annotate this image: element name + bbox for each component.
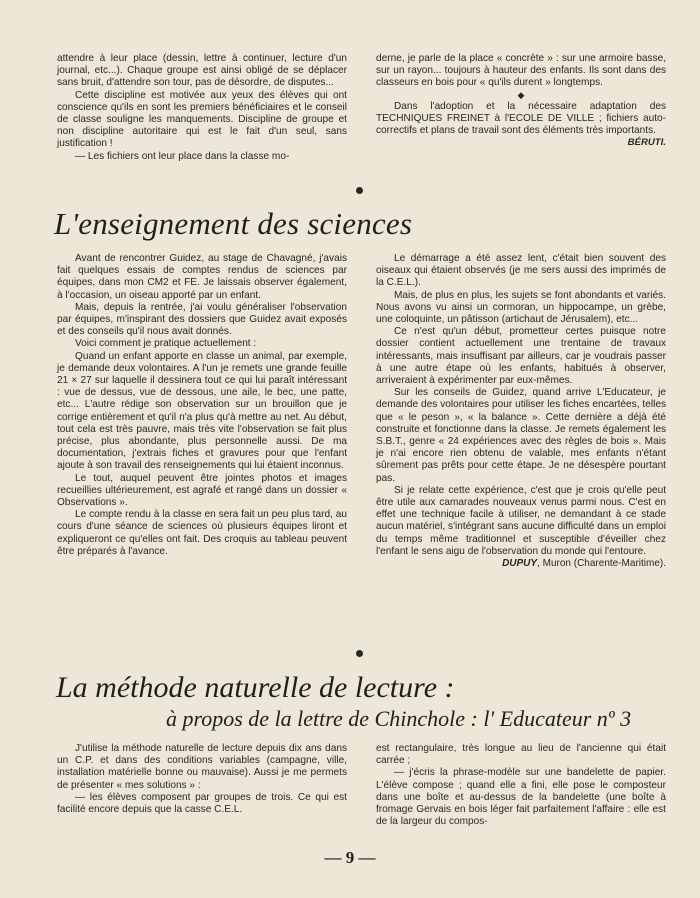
top-left-column <box>57 53 347 163</box>
signature-beruti: BÉRUTI. <box>627 137 666 149</box>
paragraph: Mais, de plus en plus, les sujets se font abondants et variés. Nous avons vu ainsi un cormoran, un hippocampe, un grèbe, une coloquinte, un pâtisson (artichaut de Jérusalem), etc... <box>376 289 666 326</box>
paragraph: Si je relate cette expérience, c'est que je crois qu'elle peut être utile aux camarades nouveaux venus parmi nous. C'est en effet une technique facile à utiliser, ne demandant à ce stade aucun matériel, s'intégrant sans aucune difficulté dans un emploi du temps même traditionnel et susceptible d'éveiller chez l'enfant le sens aigu de l'observation du monde qui l'entoure. <box>376 484 666 557</box>
paragraph: Voici comment je pratique actuellement : <box>75 338 257 350</box>
paragraph: Mais, depuis la rentrée, j'ai voulu généraliser l'observation par équipes, m'inspirant des dossiers que Guidez avait exposés et des conseils qu'il nous avait donnés. <box>57 301 347 338</box>
section-bullet <box>356 650 363 657</box>
paragraph: Sur les conseils de Guidez, quand arrive L'Educateur, je demande des volontaires pour utiliser les fiches encartées, telles que « le peson », « la balance ». Cette dernière a déjà été construite et fonctionne dans la classe. Je remets également les S.B.T., genre « 24 expériences avec des règles de bois ». Mais je n'ai encore rien obtenu de valable, mes enfants n'étant sûrement pas prêts pour cette étape. Je ne désespère pourtant pas. <box>376 387 666 484</box>
top-right-column <box>376 53 666 149</box>
section-bullet <box>356 187 363 194</box>
article-title-lecture: La méthode naturelle de lecture : <box>56 671 455 704</box>
article-title-sciences: L'enseignement des sciences <box>54 206 413 241</box>
signature-dupuy <box>376 558 666 570</box>
sciences-left-column <box>57 253 347 558</box>
paragraph: Ce n'est qu'un début, prometteur certes puisque notre dossier contient actuellement une trentaine de travaux intéressants, mais insuffisant par ailleurs, car je voudrais passer à une autre étape où les enfants, habitués à observer, arriveraient à expérimenter par eux-mêmes. <box>376 326 666 387</box>
lecture-left-column <box>57 743 347 816</box>
sciences-right-column <box>376 253 666 570</box>
paragraph: Quand un enfant apporte en classe un animal, par exemple, je demande deux volontaires. A l'un je remets une grande feuille 21 × 27 sur laquelle il dessinera tout ce qui lui paraît intéressant : vue de dessus, vue de dessous, une aile, le bec, une patte, etc... L'autre rédige son observation sur un brouillon que je corrige entièrement et qu'il n'a plus qu'à mettre au net. Au début, tout cela est très pauvre, mais très vite l'observation se fait plus précise, plus abondante, plus personnelle aussi. De ma documentation, j'extrais fiches et gravures pour que l'enfant ajoute à son travail des renseignements qui lui étaient inconnus. <box>57 350 347 472</box>
paragraph: est rectangulaire, très longue au lieu de l'ancienne qui était carrée ; <box>376 743 666 767</box>
paragraph: Le compte rendu à la classe en sera fait un peu plus tard, au cours d'une séance de sciences où plusieurs équipes liront et expliqueront ce qu'elles ont fait. Des croquis au tableau peuvent être préparés à l'avance. <box>57 509 347 557</box>
page-number: — 9 — <box>324 848 376 867</box>
paragraph: derne, je parle de la place « concrète » : sur une armoire basse, sur un rayon... toujours à hauteur des enfants. Ils sont dans des classeurs en bois pour « qu'ils durent » longtemps. <box>376 53 666 89</box>
paragraph: — j'écris la phrase-modèle sur une bandelette de papier. L'élève compose ; quand elle a fini, elle pose le composteur dans une boîte et au-dessus de la bandelette (une boîte à fromage Gervais en bois léger fait parfaitement l'affaire : elle est de la largeur du compos- <box>376 767 666 828</box>
signature-place: , Muron (Charente-Maritime). <box>537 558 666 570</box>
paragraph: Cette discipline est motivée aux yeux des élèves qui ont conscience qu'ils en sont les premiers bénéficiaires et le conseil de classe souligne les manquements. Discipline de groupe et non discipline autoritaire qui est le fait d'un seul, sans justification ! <box>57 89 347 150</box>
article-subtitle-lecture: à propos de la lettre de Chinchole : l' Educateur nº 3 <box>166 706 632 731</box>
signature-name: DUPUY <box>502 558 538 570</box>
paragraph: J'utilise la méthode naturelle de lecture depuis dix ans dans un C.P. et dans des conditions variables (campagne, ville, installation matérielle bonne ou mauvaise). Aussi je me permets de présenter « mes solutions » : <box>57 743 347 791</box>
paragraph: — les élèves composent par groupes de trois. Ce qui est facilité encore depuis que la casse C.E.L. <box>57 791 347 816</box>
paragraph: Avant de rencontrer Guidez, au stage de Chavagné, j'avais fait quelques essais de comptes rendus de sciences par équipes, dans mon CM2 et FE. Je laissais observer également, à l'occasion, un oiseau apporté par un enfant. <box>57 253 347 301</box>
lecture-right-column <box>376 743 666 828</box>
paragraph: Dans l'adoption et la nécessaire adaptation des TECHNIQUES FREINET à l'ECOLE DE VILLE ; fichiers auto-correctifs et plans de travail sont des éléments très importants. <box>376 100 666 137</box>
paragraph: — Les fichiers ont leur place dans la classe mo- <box>75 150 290 162</box>
paragraph: Le démarrage a été assez lent, c'était bien souvent des oiseaux qui étaient observés (je me sers aussi des imprimés de la C.E.L.). <box>376 253 666 289</box>
paragraph: attendre à leur place (dessin, lettre à continuer, lecture d'un journal, etc...). Chaque groupe est ainsi obligé de se déplacer sans bruit, d'attendre son tour, pas de désordre, de disputes... <box>57 53 347 89</box>
diamond-separator: ◆ <box>517 89 525 100</box>
paragraph: Le tout, auquel peuvent être jointes photos et images recueillies ultérieurement, est agrafé et rangé dans un dossier « Observations ». <box>57 472 347 509</box>
